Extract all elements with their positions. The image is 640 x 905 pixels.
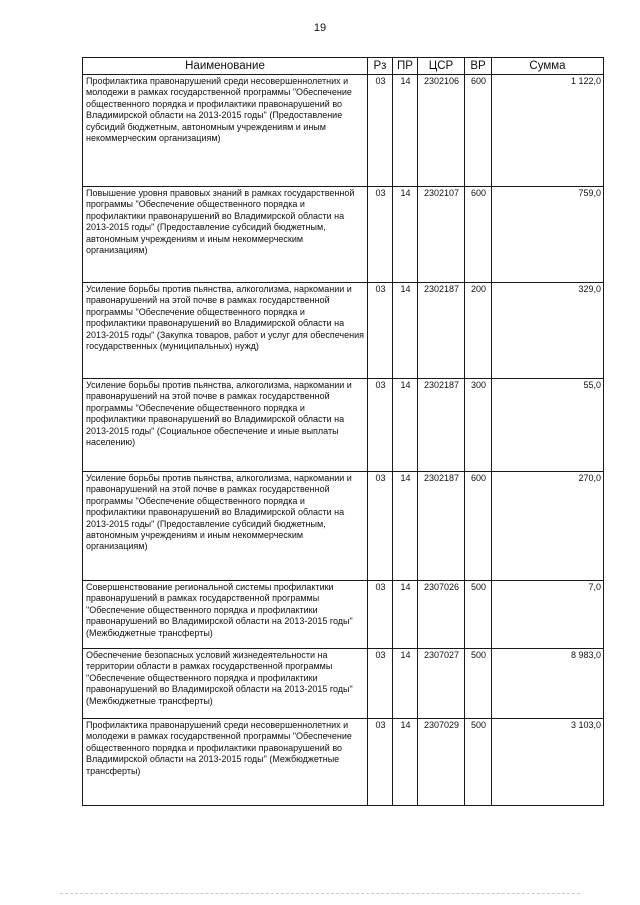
- cell-vr: 500: [465, 581, 492, 649]
- cell-sum: 3 103,0: [492, 719, 604, 806]
- header-pr: ПР: [393, 58, 418, 75]
- table-row: [83, 581, 604, 649]
- table-row: [83, 472, 604, 581]
- cell-sum: 759,0: [492, 187, 604, 283]
- cell-csr: 2307029: [418, 719, 465, 806]
- cell-pr: 14: [393, 649, 418, 719]
- cell-csr: 2302106: [418, 75, 465, 187]
- cell-csr: 2302187: [418, 283, 465, 379]
- cell-name: Усиление борьбы против пьянства, алкоголизма, наркомании и правонарушений на этой почве в рамках государственной программы "Обеспечение общественного порядка и профилактики правонарушений во Владимирской области на 2013-2015 годы" (Социальное обеспечение и иные выплаты населению): [83, 379, 368, 472]
- cell-csr: 2302187: [418, 472, 465, 581]
- budget-table: [82, 57, 604, 806]
- cell-csr: 2307027: [418, 649, 465, 719]
- cell-rz: 03: [368, 581, 393, 649]
- header-csr: ЦСР: [418, 58, 465, 75]
- table-row: [83, 649, 604, 719]
- cell-vr: 600: [465, 187, 492, 283]
- table-row: [83, 283, 604, 379]
- cell-pr: 14: [393, 283, 418, 379]
- table-row: [83, 75, 604, 187]
- cell-rz: 03: [368, 283, 393, 379]
- cell-rz: 03: [368, 379, 393, 472]
- cell-rz: 03: [368, 187, 393, 283]
- cell-sum: 55,0: [492, 379, 604, 472]
- cell-rz: 03: [368, 719, 393, 806]
- header-sum: Сумма: [492, 58, 604, 75]
- cell-pr: 14: [393, 719, 418, 806]
- scan-edge-line: [60, 893, 580, 894]
- cell-csr: 2302107: [418, 187, 465, 283]
- cell-vr: 200: [465, 283, 492, 379]
- table-row: [83, 187, 604, 283]
- cell-sum: 8 983,0: [492, 649, 604, 719]
- cell-pr: 14: [393, 379, 418, 472]
- cell-vr: 500: [465, 719, 492, 806]
- cell-name: Обеспечение безопасных условий жизнедеятельности на территории области в рамках государственной программы "Обеспечение общественного порядка и профилактики правонарушений во Владимирской области на 2013-2015 годы" (Межбюджетные трансферты): [83, 649, 368, 719]
- header-name: Наименование: [83, 58, 368, 75]
- cell-rz: 03: [368, 75, 393, 187]
- cell-name: Профилактика правонарушений среди несовершеннолетних и молодежи в рамках государственной программы "Обеспечение общественного порядка и профилактики правонарушений во Владимирской области на 2013-2015 годы" (Предоставление субсидий бюджетным, автономным учреждениям и иным некоммерческим организациям): [83, 75, 368, 187]
- cell-name: Усиление борьбы против пьянства, алкоголизма, наркомании и правонарушений на этой почве в рамках государственной программы "Обеспечение общественного порядка и профилактики правонарушений во Владимирской области на 2013-2015 годы" (Предоставление субсидий бюджетным, автономным учреждениям и иным некоммерческим организациям): [83, 472, 368, 581]
- cell-name: Повышение уровня правовых знаний в рамках государственной программы "Обеспечение общественного порядка и профилактики правонарушений во Владимирской области на 2013-2015 годы" (Предоставление субсидий бюджетным, автономным учреждениям и иным некоммерческим организациям): [83, 187, 368, 283]
- cell-vr: 600: [465, 75, 492, 187]
- table-header-row: [83, 58, 604, 75]
- table-row: [83, 719, 604, 806]
- cell-pr: 14: [393, 187, 418, 283]
- page-number: 19: [313, 22, 327, 34]
- cell-sum: 329,0: [492, 283, 604, 379]
- cell-pr: 14: [393, 472, 418, 581]
- cell-sum: 1 122,0: [492, 75, 604, 187]
- cell-rz: 03: [368, 472, 393, 581]
- cell-name: Совершенствование региональной системы профилактики правонарушений в рамках государственной программы "Обеспечение общественного порядка и профилактики правонарушений во Владимирской области на 2013-2015 годы" (Межбюджетные трансферты): [83, 581, 368, 649]
- cell-name: Профилактика правонарушений среди несовершеннолетних и молодежи в рамках государственной программы "Обеспечение общественного порядка и профилактики правонарушений во Владимирской области на 2013-2015 годы" (Межбюджетные трансферты): [83, 719, 368, 806]
- cell-vr: 600: [465, 472, 492, 581]
- header-rz: Рз: [368, 58, 393, 75]
- cell-sum: 7,0: [492, 581, 604, 649]
- cell-csr: 2307026: [418, 581, 465, 649]
- header-vr: ВР: [465, 58, 492, 75]
- cell-pr: 14: [393, 75, 418, 187]
- cell-sum: 270,0: [492, 472, 604, 581]
- cell-vr: 300: [465, 379, 492, 472]
- cell-rz: 03: [368, 649, 393, 719]
- cell-name: Усиление борьбы против пьянства, алкоголизма, наркомании и правонарушений на этой почве в рамках государственной программы "Обеспечение общественного порядка и профилактики правонарушений во Владимирской области на 2013-2015 годы" (Закупка товаров, работ и услуг для обеспечения государственных (муниципальных) нужд): [83, 283, 368, 379]
- cell-csr: 2302187: [418, 379, 465, 472]
- table-row: [83, 379, 604, 472]
- cell-pr: 14: [393, 581, 418, 649]
- cell-vr: 500: [465, 649, 492, 719]
